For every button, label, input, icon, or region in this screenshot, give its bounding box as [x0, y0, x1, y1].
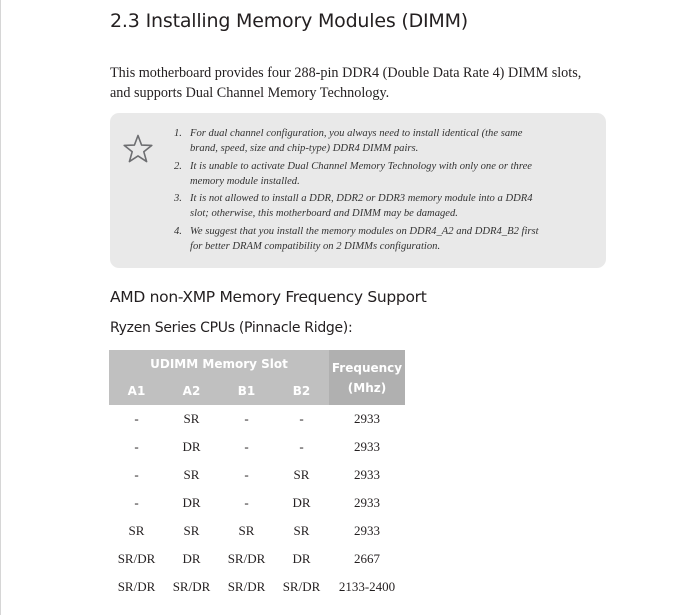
slot-header-b2: B2 [274, 377, 329, 405]
table-cell: 2933 [354, 439, 380, 454]
frequency-header [329, 350, 405, 405]
slot-header-a2: A2 [164, 377, 219, 405]
table-cell: - [244, 495, 249, 510]
table-row [109, 405, 405, 433]
udimm-slot-group-header: UDIMM Memory Slot [109, 350, 329, 377]
table-row [109, 545, 405, 573]
table-cell: - [244, 467, 249, 482]
table-cell: SR/DR [117, 551, 156, 566]
table-cell: - [134, 411, 139, 426]
table-cell: SR [183, 411, 200, 426]
note-item-line: memory module installed. [190, 175, 300, 187]
slot-header-a1: A1 [109, 377, 164, 405]
note-item [174, 159, 594, 190]
frequency-header-line-1: Frequency [331, 360, 403, 375]
table-cell: 2667 [354, 551, 380, 566]
table-cell: SR [183, 467, 200, 482]
table-cell: SR [293, 523, 310, 538]
section-title [110, 10, 468, 32]
table-cell: DR [182, 495, 201, 510]
frequency-support-title: AMD non-XMP Memory Frequency Support [110, 288, 427, 306]
memory-frequency-table [109, 350, 405, 601]
note-item [174, 224, 594, 255]
table-cell: 2933 [354, 495, 380, 510]
intro-paragraph [110, 63, 600, 103]
note-item [174, 126, 594, 157]
table-header-row [109, 350, 405, 377]
note-item-number: 1. [174, 128, 182, 139]
section-heading: Installing Memory Modules (DIMM) [145, 10, 469, 32]
table-row [109, 461, 405, 489]
table-cell: DR [292, 495, 311, 510]
table-cell: - [244, 411, 249, 426]
note-item-line: It is unable to activate Dual Channel Memory Technology with only one or three [190, 160, 532, 172]
table-cell: - [134, 467, 139, 482]
cpu-series-subtitle: Ryzen Series CPUs (Pinnacle Ridge): [110, 320, 353, 336]
table-cell: SR/DR [227, 551, 266, 566]
note-item-line: slot; otherwise, this motherboard and DIMM may be damaged. [190, 208, 458, 220]
star-outline-icon [122, 133, 154, 165]
intro-line-2: and supports Dual Channel Memory Technology. [110, 85, 390, 101]
note-item-line: We suggest that you install the memory modules on DDR4_A2 and DDR4_B2 first [190, 225, 539, 237]
table-cell: SR/DR [282, 579, 321, 594]
table-cell: 2133-2400 [338, 579, 396, 594]
note-item-line: For dual channel configuration, you always need to install identical (the same [190, 128, 523, 139]
table-cell: DR [292, 551, 311, 566]
page-left-border [0, 0, 1, 615]
table-cell: 2933 [354, 411, 380, 426]
table-cell: SR [238, 523, 255, 538]
table-cell: - [299, 439, 304, 454]
note-item-number: 2. [174, 160, 182, 172]
note-item-number: 4. [174, 225, 182, 237]
note-item [174, 191, 594, 222]
table-row [109, 433, 405, 461]
table-cell: - [299, 411, 304, 426]
table-cell: SR [293, 467, 310, 482]
table-cell: - [134, 439, 139, 454]
table-cell: SR/DR [227, 579, 266, 594]
intro-line-1: This motherboard provides four 288-pin DDR4 (Double Data Rate 4) DIMM slots, [110, 65, 582, 81]
table-row [109, 573, 405, 601]
note-item-number: 3. [174, 193, 182, 205]
note-item-line: It is not allowed to install a DDR, DDR2 or DDR3 memory module into a DDR4 [190, 193, 533, 205]
section-number: 2.3 [110, 10, 140, 32]
note-list [174, 126, 594, 256]
table-row [109, 489, 405, 517]
table-cell: 2933 [354, 467, 380, 482]
table-cell: SR/DR [117, 579, 156, 594]
table-cell: SR [183, 523, 200, 538]
table-cell: 2933 [354, 523, 380, 538]
table-row [109, 517, 405, 545]
table-cell: SR [128, 523, 145, 538]
note-item-line: for better DRAM compatibility on 2 DIMMs configuration. [190, 241, 441, 253]
table-cell: - [244, 439, 249, 454]
table-cell: DR [182, 439, 201, 454]
note-item-line: brand, speed, size and chip-type) DDR4 DIMM pairs. [190, 143, 419, 155]
frequency-header-line-2: (Mhz) [347, 380, 387, 395]
table-cell: - [134, 495, 139, 510]
slot-header-b1: B1 [219, 377, 274, 405]
table-cell: DR [182, 551, 201, 566]
table-cell: SR/DR [172, 579, 211, 594]
note-box [110, 113, 606, 268]
